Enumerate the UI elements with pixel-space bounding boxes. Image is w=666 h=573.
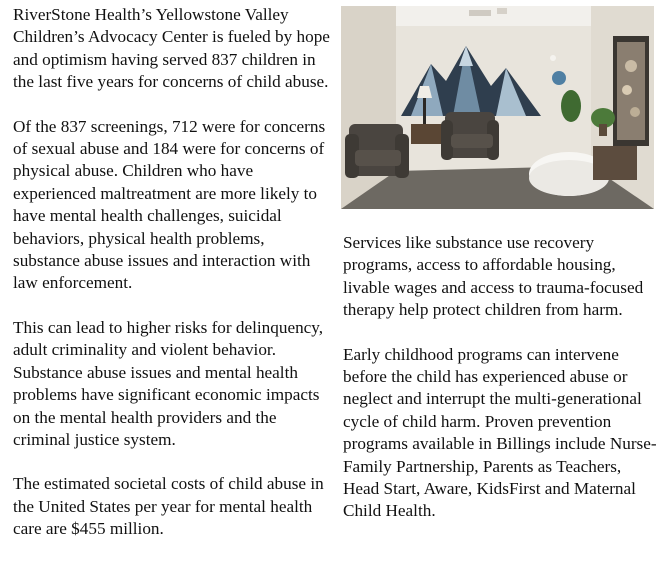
paragraph-screenings: Of the 837 screenings, 712 were for concerns of sexual abuse and 184 were for concerns of physical abuse. Children who have experienced maltreatment are more likely to have mental health challenges, suicidal behaviors, physical health problems, substance abuse issues and interaction with law enforcement.	[13, 116, 326, 293]
right-column	[343, 232, 661, 523]
paragraph-risks: This can lead to higher risks for delinquency, adult criminality and violent behavior. Substance abuse issues and mental health problems have significant economic impacts on the mental health providers and the criminal justice system.	[13, 317, 324, 449]
paragraph-societal-costs: The estimated societal costs of child abuse in the United States per year for mental health care are $455 million.	[13, 474, 324, 539]
paragraph-services: Services like substance use recovery programs, access to affordable housing, livable wages and access to trauma-focused therapy help protect children from harm.	[343, 233, 644, 320]
paragraph-early-childhood: Early childhood programs can intervene before the child has experienced abuse or neglect and interrupt the multi-generational cycle of child harm. Proven prevention programs available in Billings include Nurse-Family Partnership, Parents as Teachers, Head Start, Aware, KidsFirst and Maternal Child Health.	[343, 344, 657, 521]
left-column	[13, 4, 331, 541]
paragraph-advocacy-center: RiverStone Health’s Yellowstone Valley Children’s Advocacy Center is fueled by hope and optimism having served 837 children in the last five years for concerns of child abuse.	[13, 5, 330, 92]
room-photo-icon	[341, 6, 654, 209]
advocacy-center-room-photo	[341, 6, 654, 209]
